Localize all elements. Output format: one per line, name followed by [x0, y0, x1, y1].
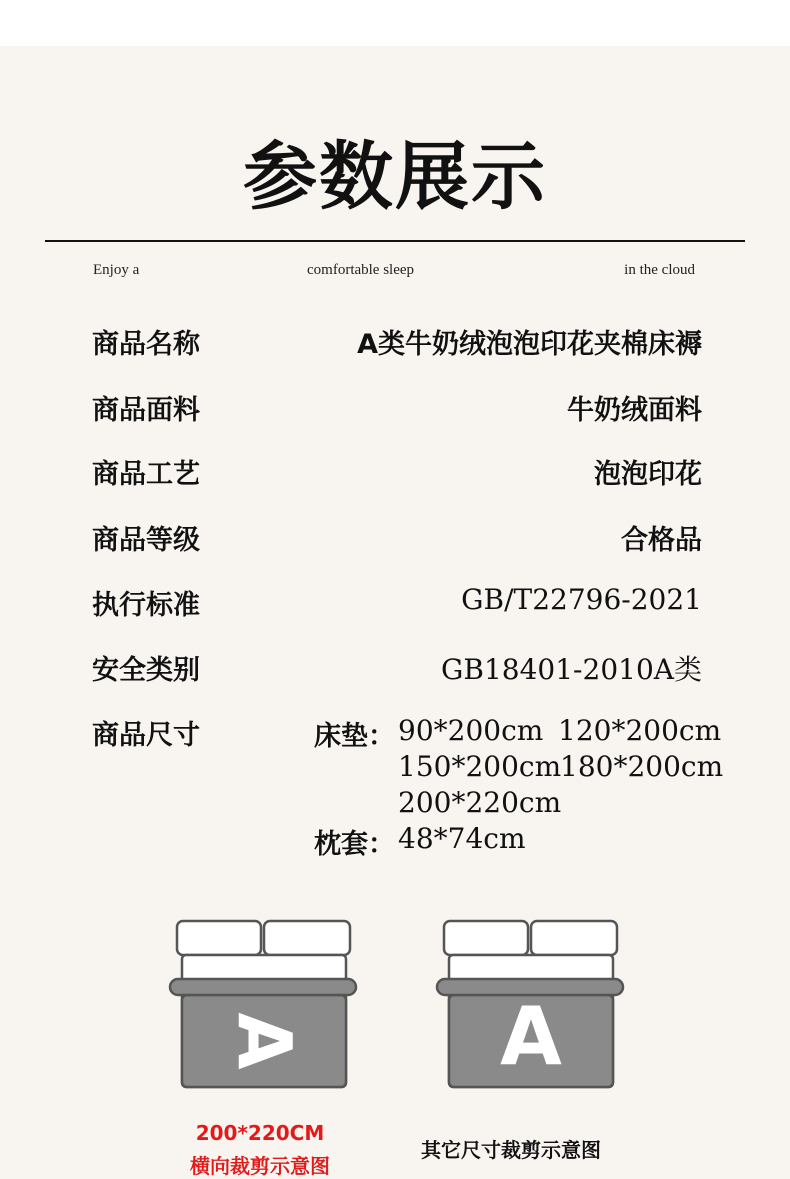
- letter-a-rotated: A: [220, 1012, 307, 1070]
- spec-value-grade: 合格品: [621, 525, 702, 556]
- bed-diagram-horizontal: [166, 915, 362, 1095]
- caption-left-size: 200*220CM: [195, 1121, 325, 1145]
- tagline-right: in the cloud: [624, 262, 695, 278]
- spec-value-fabric: 牛奶绒面料: [567, 395, 702, 426]
- page-title: 参数展示: [243, 134, 547, 220]
- spec-value-safety: GB18401-2010A类: [441, 653, 702, 686]
- spec-label-grade: 商品等级: [92, 525, 200, 556]
- spec-label-name: 商品名称: [92, 329, 200, 360]
- pillow-size: 48*74cm: [398, 822, 526, 855]
- spec-label-fabric: 商品面料: [92, 395, 200, 426]
- pillow-icon: [444, 921, 617, 955]
- spec-label-safety: 安全类别: [92, 655, 200, 686]
- letter-a: A: [500, 989, 562, 1083]
- caption-right: 其它尺寸裁剪示意图: [421, 1138, 601, 1162]
- mattress-size-3: 150*200cm: [398, 750, 562, 783]
- spec-value-standard: GB/T22796-2021: [461, 583, 702, 616]
- mattress-size-1: 90*200cm: [398, 714, 544, 747]
- spec-value-name: A类牛奶绒泡泡印花夹棉床褥: [357, 329, 702, 360]
- top-white-band: [0, 0, 790, 46]
- caption-left-desc: 横向裁剪示意图: [190, 1154, 330, 1178]
- spec-value-craft: 泡泡印花: [594, 459, 702, 490]
- pillow-icon: [177, 921, 350, 955]
- tagline-center: comfortable sleep: [307, 262, 415, 278]
- bed-diagram-standard: [433, 915, 629, 1095]
- spec-label-standard: 执行标准: [92, 590, 200, 621]
- mattress-size-5: 200*220cm: [398, 786, 562, 819]
- spec-label-size: 商品尺寸: [92, 720, 200, 751]
- pillow-key: 枕套：: [314, 829, 395, 860]
- divider-rule: [45, 240, 745, 242]
- mattress-key: 床垫：: [314, 721, 395, 752]
- tagline-left: Enjoy a: [93, 262, 140, 278]
- spec-label-craft: 商品工艺: [92, 459, 200, 490]
- mattress-size-4: 180*200cm: [560, 750, 724, 783]
- mattress-size-2: 120*200cm: [558, 714, 722, 747]
